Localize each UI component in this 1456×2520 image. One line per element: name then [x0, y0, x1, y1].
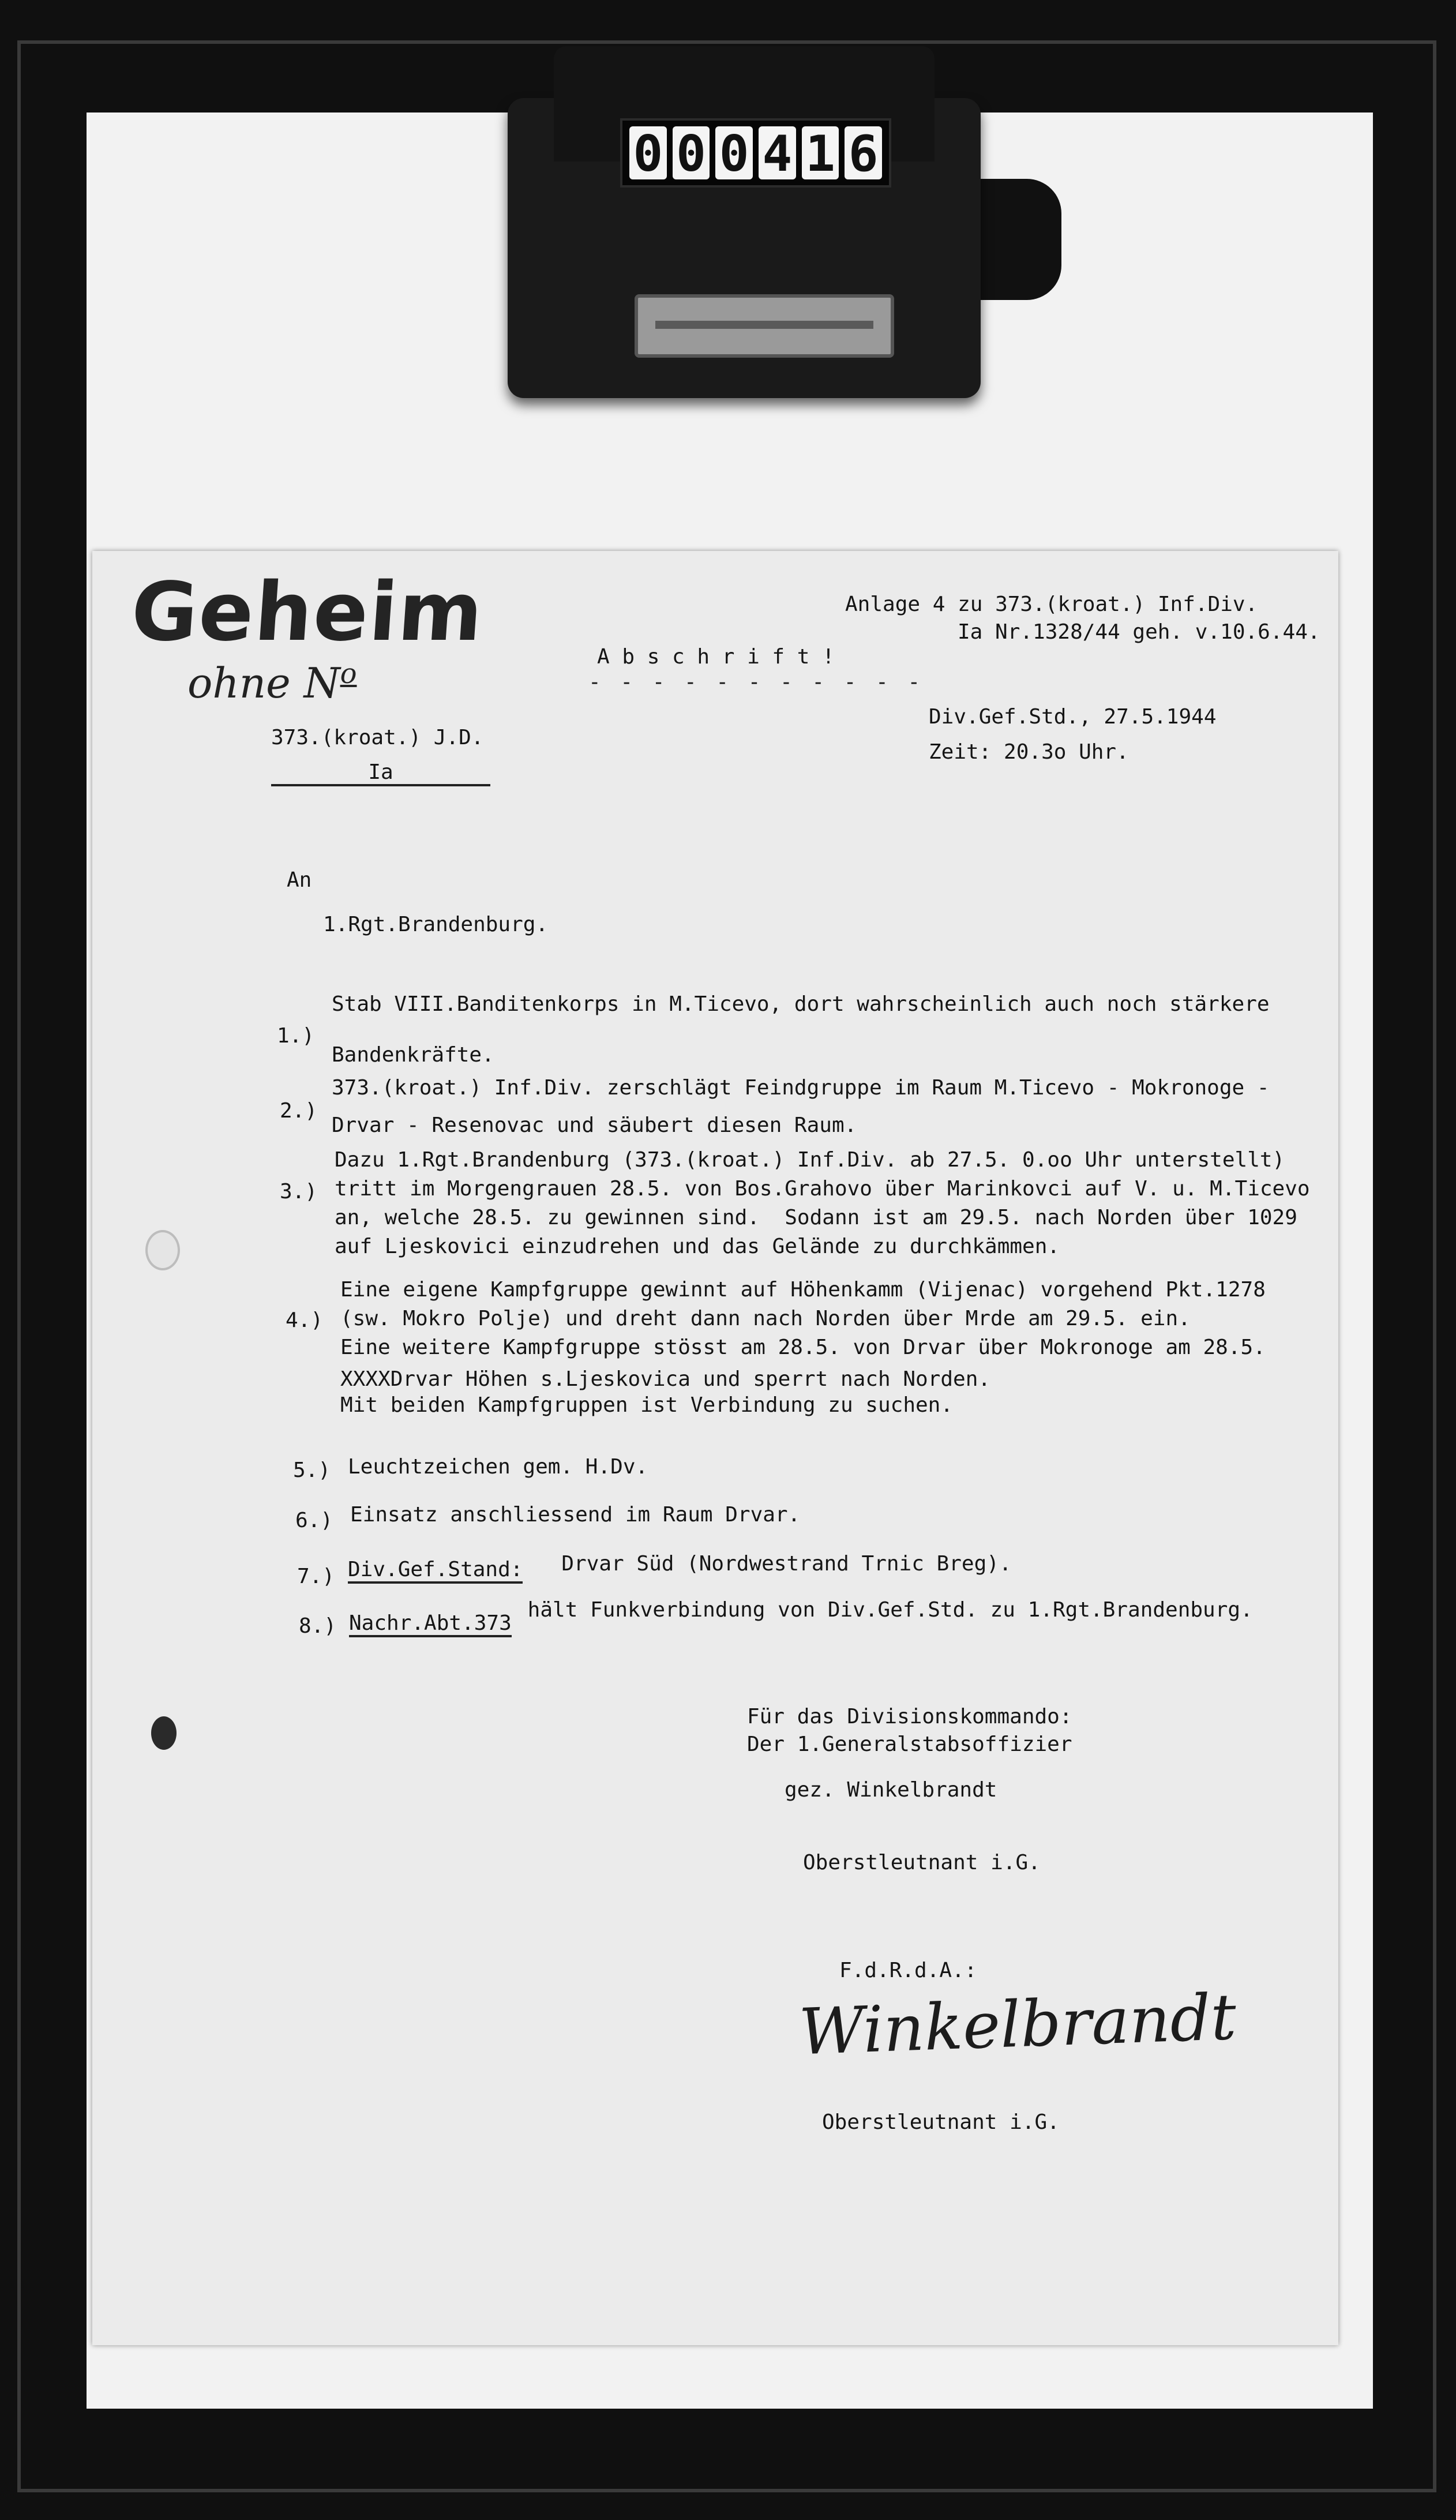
item-line: Bandenkräfte. — [332, 1043, 494, 1067]
item-number: 3.) — [280, 1180, 318, 1203]
item-number: 5.) — [293, 1458, 331, 1482]
counter-display — [620, 118, 891, 187]
handwritten-note: ohne $N^o$ — [187, 658, 357, 707]
closing-line: Für das Divisionskommando: — [747, 1705, 1072, 1728]
certification-note: F.d.R.d.A.: — [839, 1959, 977, 1982]
item-number: 4.) — [286, 1308, 324, 1332]
item-lead-underlined: Nachr.Abt.373 — [349, 1611, 512, 1637]
item-line: Einsatz anschliessend im Raum Drvar. — [350, 1503, 801, 1527]
item-line: 373.(kroat.) Inf.Div. zerschlägt Feindgruppe im Raum M.Ticevo - Mokronoge - — [332, 1076, 1270, 1100]
time-line: Zeit: 20.3o Uhr. — [929, 740, 1129, 764]
counter-slot — [635, 294, 894, 358]
item-number: 7.) — [297, 1565, 335, 1588]
item-number: 6.) — [295, 1509, 333, 1532]
counter-digit: 0 — [673, 126, 710, 179]
counter-digit: 0 — [629, 126, 667, 179]
copy-label: A b s c h r i f t ! — [597, 645, 835, 669]
handwritten-signature: Winkelbrandt — [797, 1979, 1238, 2069]
punch-hole — [145, 1230, 180, 1270]
recipient-name: 1.Rgt.Brandenburg. — [323, 913, 549, 936]
item-number: 1.) — [277, 1024, 315, 1048]
item-line: (sw. Mokro Polje) und dreht dann nach Norden über Mrde am 29.5. ein. — [340, 1307, 1191, 1330]
item-line: Drvar - Resenovac und säubert diesen Raum. — [332, 1113, 857, 1137]
item-line: auf Ljeskovici einzudrehen und das Gelände zu durchkämmen. — [335, 1235, 1060, 1258]
signature-rank: Oberstleutnant i.G. — [822, 2110, 1060, 2134]
item-line: Drvar Süd (Nordwestrand Trnic Breg). — [536, 1552, 1012, 1576]
item-line: hält Funkverbindung von Div.Gef.Std. zu 1.Rgt.Brandenburg. — [515, 1598, 1253, 1622]
item-line: XXXXDrvar Höhen s.Ljeskovica und sperrt nach Norden. — [340, 1367, 991, 1391]
item-line: Leuchtzeichen gem. H.Dv. — [348, 1455, 648, 1479]
item-line: Mit beiden Kampfgruppen ist Verbindung zu suchen. — [340, 1393, 954, 1417]
closing-rank: Oberstleutnant i.G. — [803, 1851, 1041, 1874]
sender-unit: 373.(kroat.) J.D. — [271, 726, 484, 749]
copy-underline: - - - - - - - - - - - — [588, 670, 924, 694]
counter-digit: 6 — [845, 126, 882, 179]
item-line: Eine weitere Kampfgruppe stösst am 28.5. von Drvar über Mokronoge am 28.5. — [340, 1336, 1266, 1359]
annex-reference: Anlage 4 zu 373.(kroat.) Inf.Div. — [845, 592, 1258, 616]
frame-counter-device — [508, 46, 1027, 404]
closing-line: Der 1.Generalstabsoffizier — [747, 1732, 1072, 1756]
counter-digit: 1 — [802, 126, 839, 179]
annex-file-number: Ia Nr.1328/44 geh. v.10.6.44. — [958, 620, 1320, 644]
item-line: an, welche 28.5. zu gewinnen sind. Sodann ist am 29.5. nach Norden über 1029 — [335, 1206, 1297, 1229]
item-line: Eine eigene Kampfgruppe gewinnt auf Höhenkamm (Vijenac) vorgehend Pkt.1278 — [340, 1278, 1266, 1302]
closing-line: gez. Winkelbrandt — [785, 1778, 997, 1802]
document-page — [92, 551, 1338, 2345]
place-date: Div.Gef.Std., 27.5.1944 — [929, 705, 1217, 729]
item-number: 2.) — [280, 1099, 318, 1123]
item-line: Dazu 1.Rgt.Brandenburg (373.(kroat.) Inf.Div. ab 27.5. 0.oo Uhr unterstellt) — [335, 1148, 1285, 1172]
item-line: Stab VIII.Banditenkorps in M.Ticevo, dort wahrscheinlich auch noch stärkere — [332, 992, 1270, 1016]
recipient-label: An — [287, 868, 312, 892]
counter-digit: 4 — [759, 126, 796, 179]
item-number: 8.) — [299, 1614, 337, 1638]
secret-stamp: Geheim — [128, 565, 487, 659]
item-lead-underlined: Div.Gef.Stand: — [348, 1558, 523, 1584]
counter-digit: 0 — [715, 126, 753, 179]
item-line: tritt im Morgengrauen 28.5. von Bos.Grahovo über Marinkovci auf V. u. M.Ticevo — [335, 1177, 1310, 1201]
sender-section: Ia — [271, 760, 490, 786]
punch-hole — [151, 1716, 177, 1750]
